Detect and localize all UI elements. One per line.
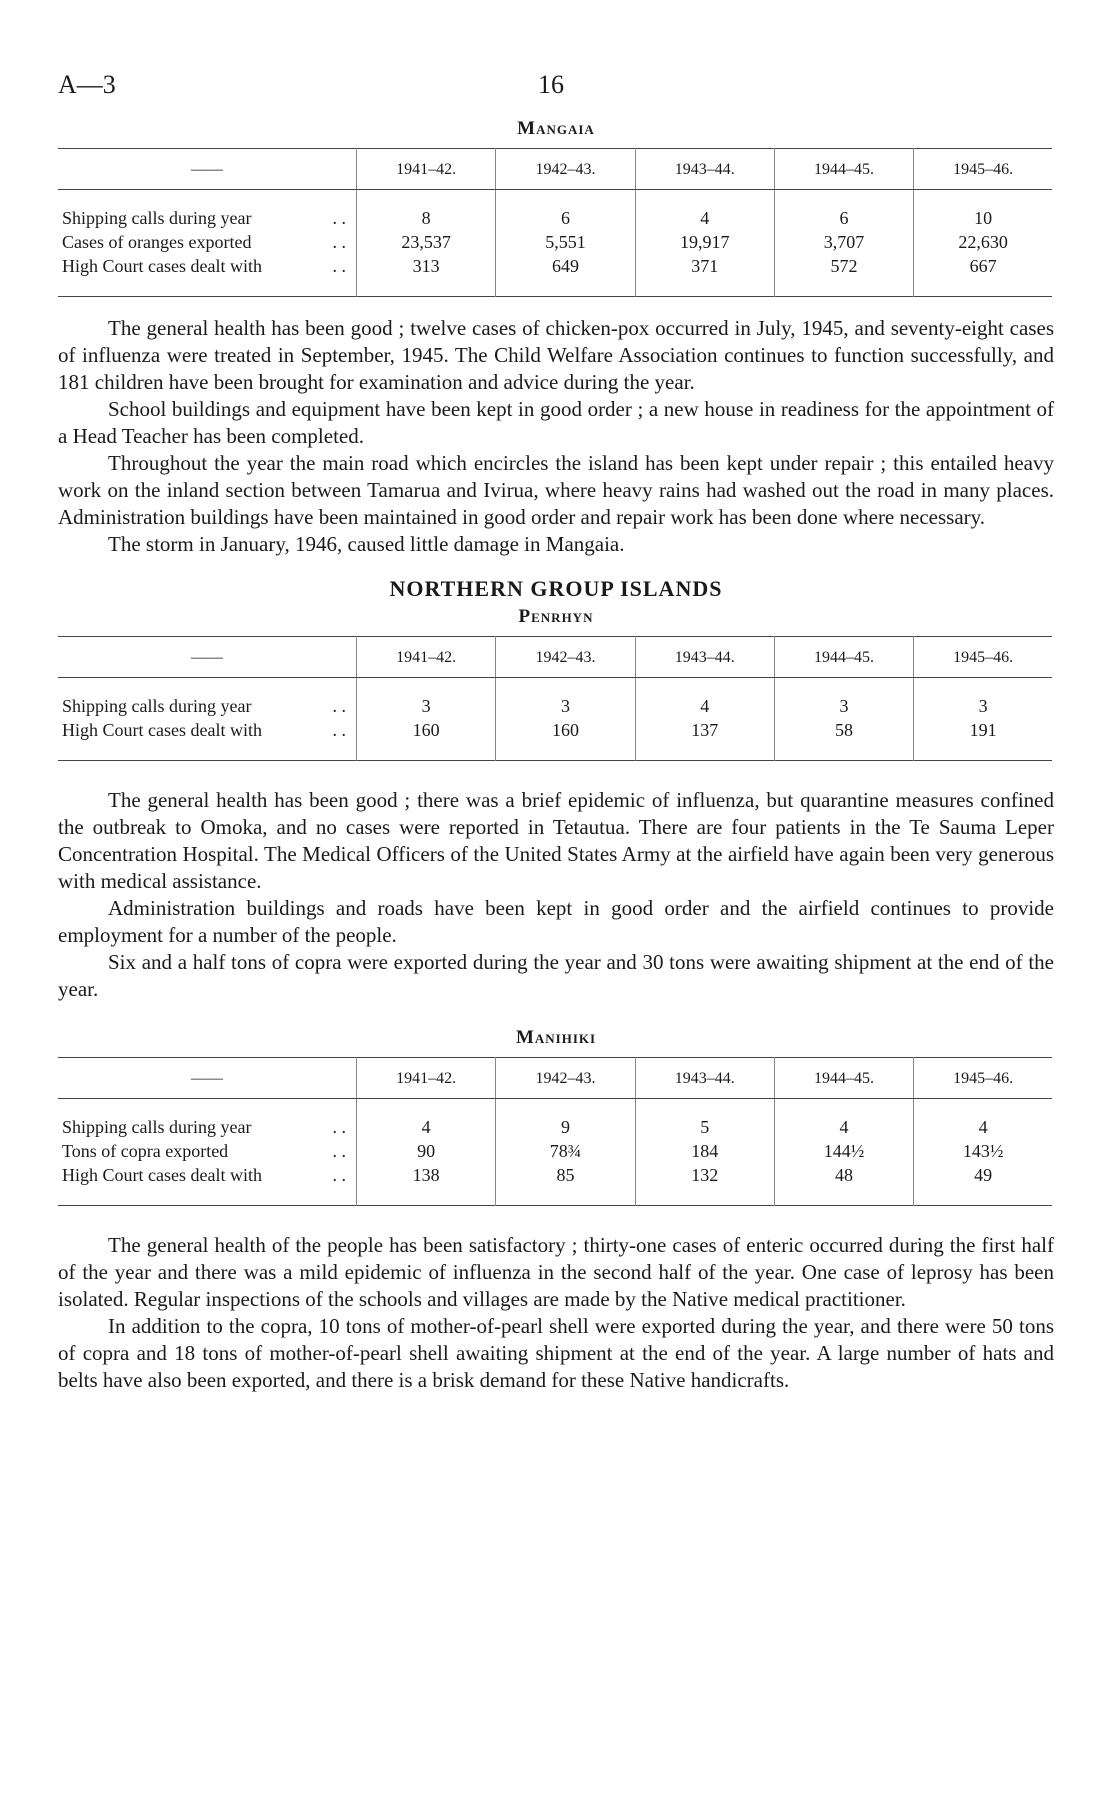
table-cell: 9 xyxy=(496,1099,635,1140)
table-cell: 8 xyxy=(357,190,496,231)
table-header-row xyxy=(58,1058,1052,1099)
column-header: 1944–45. xyxy=(774,1058,913,1099)
row-label: Tons of copra exported . . xyxy=(62,1141,346,1161)
table-cell: 6 xyxy=(774,190,913,231)
table-cell: 5 xyxy=(635,1099,774,1140)
mangaia-table xyxy=(58,148,1052,297)
table-cell: 143½ xyxy=(914,1139,1052,1163)
row-label: High Court cases dealt with . . xyxy=(62,720,346,740)
column-header: 1942–43. xyxy=(496,637,635,678)
column-header: 1944–45. xyxy=(774,149,913,190)
table-cell: 313 xyxy=(357,254,496,297)
penrhyn-table xyxy=(58,636,1052,761)
row-label: Shipping calls during year . . xyxy=(62,696,346,716)
section-title-mangaia: Mangaia xyxy=(517,118,595,139)
table-cell: 160 xyxy=(496,718,635,761)
section-title-penrhyn: Penrhyn xyxy=(518,606,594,627)
column-header: 1945–46. xyxy=(914,1058,1052,1099)
table-row xyxy=(58,718,1052,761)
table-cell: 4 xyxy=(635,190,774,231)
page-header xyxy=(58,70,1054,110)
page xyxy=(58,70,1054,1394)
table-cell: 138 xyxy=(357,1163,496,1206)
row-label: Shipping calls during year . . xyxy=(62,208,346,228)
table-row xyxy=(58,1163,1052,1206)
column-header: 1944–45. xyxy=(774,637,913,678)
manihiki-table xyxy=(58,1057,1052,1206)
table-row xyxy=(58,1099,1052,1140)
table-cell: 3 xyxy=(496,678,635,719)
table-header-row xyxy=(58,149,1052,190)
table-cell: 132 xyxy=(635,1163,774,1206)
paragraph: Administration buildings and roads have been kept in good order and the airfield continues to provide employment for a number of the people. xyxy=(58,896,1054,947)
table-cell: 19,917 xyxy=(635,230,774,254)
table-row xyxy=(58,678,1052,719)
column-header: —— xyxy=(58,637,357,678)
table-cell: 4 xyxy=(357,1099,496,1140)
table-cell: 4 xyxy=(635,678,774,719)
table-cell: 144½ xyxy=(774,1139,913,1163)
column-header: 1943–44. xyxy=(635,1058,774,1099)
table-cell: 58 xyxy=(774,718,913,761)
table-cell: 3 xyxy=(914,678,1052,719)
table-cell: 572 xyxy=(774,254,913,297)
group-title-northern-islands: NORTHERN GROUP ISLANDS xyxy=(389,576,723,601)
table-cell: 184 xyxy=(635,1139,774,1163)
table-cell: 137 xyxy=(635,718,774,761)
table-header-row xyxy=(58,637,1052,678)
table-cell: 649 xyxy=(496,254,635,297)
column-header: —— xyxy=(58,149,357,190)
paragraph: Six and a half tons of copra were exported during the year and 30 tons were awaiting shipment at the end of the year. xyxy=(58,950,1054,1001)
column-header: 1943–44. xyxy=(635,637,774,678)
row-label: Shipping calls during year . . xyxy=(62,1117,346,1137)
table-row xyxy=(58,230,1052,254)
column-header: 1945–46. xyxy=(914,149,1052,190)
table-cell: 48 xyxy=(774,1163,913,1206)
row-label: Cases of oranges exported . . xyxy=(62,232,346,252)
table-cell: 5,551 xyxy=(496,230,635,254)
column-header: 1941–42. xyxy=(357,1058,496,1099)
table-cell: 371 xyxy=(635,254,774,297)
table-cell: 160 xyxy=(357,718,496,761)
table-cell: 4 xyxy=(774,1099,913,1140)
paragraph: Throughout the year the main road which encircles the island has been kept under repair ; this entailed heavy work on the inland section between Tamarua and Ivirua, where heavy rains had washed out the road in many places. Administration buildings have been maintained in good order and repair work has been done where necessary. xyxy=(58,451,1054,529)
table-row xyxy=(58,1139,1052,1163)
paragraph: The general health has been good ; twelve cases of chicken-pox occurred in July, 1945, and seventy-eight cases of influenza were treated in September, 1945. The Child Welfare Association continues to function successfully, and 181 children have been brought for examination and advice during the year. xyxy=(58,316,1054,394)
row-label: High Court cases dealt with . . xyxy=(62,1165,346,1185)
table-cell: 49 xyxy=(914,1163,1052,1206)
column-header: 1941–42. xyxy=(357,637,496,678)
paragraph: The general health has been good ; there was a brief epidemic of influenza, but quarantine measures confined the outbreak to Omoka, and no cases were reported in Tetautua. There are four patients in the Te Sauma Leper Concentration Hospital. The Medical Officers of the United States Army at the airfield have again been very generous with medical assistance. xyxy=(58,788,1054,893)
column-header: 1942–43. xyxy=(496,1058,635,1099)
table-cell: 22,630 xyxy=(914,230,1052,254)
section-title-manihiki: Manihiki xyxy=(515,1027,597,1048)
paragraph: The general health of the people has been satisfactory ; thirty-one cases of enteric occurred during the first half of the year and there was a mild epidemic of influenza in the second half of the year. One case of leprosy has been isolated. Regular inspections of the schools and villages are made by the Native medical practitioner. xyxy=(58,1233,1054,1311)
column-header: 1941–42. xyxy=(357,149,496,190)
table-cell: 78¾ xyxy=(496,1139,635,1163)
table-cell: 3 xyxy=(357,678,496,719)
table-cell: 667 xyxy=(914,254,1052,297)
table-cell: 3,707 xyxy=(774,230,913,254)
table-row xyxy=(58,190,1052,231)
paragraph: The storm in January, 1946, caused little damage in Mangaia. xyxy=(108,532,625,556)
table-cell: 90 xyxy=(357,1139,496,1163)
table-cell: 23,537 xyxy=(357,230,496,254)
column-header: 1942–43. xyxy=(496,149,635,190)
table-cell: 3 xyxy=(774,678,913,719)
column-header: —— xyxy=(58,1058,357,1099)
column-header: 1943–44. xyxy=(635,149,774,190)
table-cell: 85 xyxy=(496,1163,635,1206)
row-label: High Court cases dealt with . . xyxy=(62,256,346,276)
table-cell: 6 xyxy=(496,190,635,231)
table-row xyxy=(58,254,1052,297)
page-number: 16 xyxy=(538,70,564,99)
paragraph: School buildings and equipment have been kept in good order ; a new house in readiness for the appointment of a Head Teacher has been completed. xyxy=(58,397,1054,448)
table-cell: 4 xyxy=(914,1099,1052,1140)
table-cell: 191 xyxy=(914,718,1052,761)
table-cell: 10 xyxy=(914,190,1052,231)
paragraph: In addition to the copra, 10 tons of mother-of-pearl shell were exported during the year, and there were 50 tons of copra and 18 tons of mother-of-pearl shell awaiting shipment at the end of the year. A large number of hats and belts have also been exported, and there is a brisk demand for these Native handicrafts. xyxy=(58,1314,1054,1392)
column-header: 1945–46. xyxy=(914,637,1052,678)
document-code: A—3 xyxy=(58,70,116,99)
